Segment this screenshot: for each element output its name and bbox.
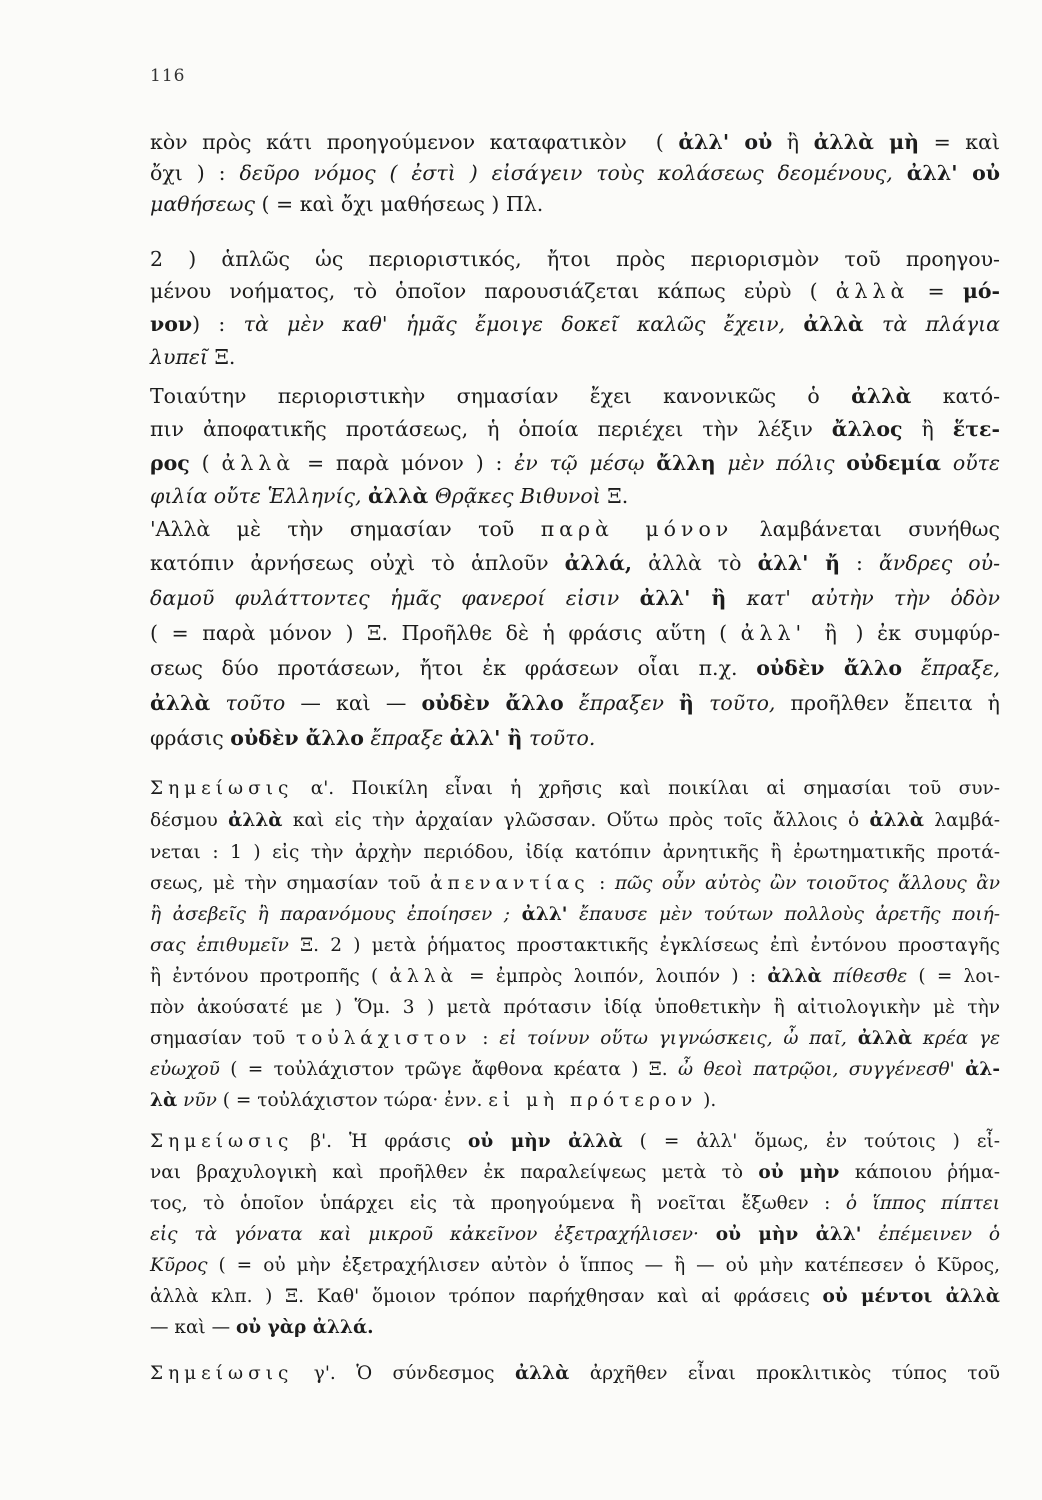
text-run: ( = οὐ μὴν ἐξετραχήλισεν αὐτὸν ὁ ἵππος — ἢ — οὐ μὴν κατέπεσεν ὁ Κῦρος, [207, 1255, 1000, 1276]
text-run: : [839, 551, 880, 575]
italic-quotation: νῦν [183, 1090, 217, 1111]
text-run [716, 451, 728, 475]
italic-quotation: τοῦτο, [709, 691, 776, 715]
italic-quotation: πίθεσθε [832, 966, 908, 987]
text-run: 'Αλλὰ μὲ τὴν σημασίαν τοῦ [150, 517, 541, 541]
bold-keyword: οὐδὲν ἄλλο [230, 726, 364, 750]
bold-keyword: ἀλ- [965, 1059, 1001, 1080]
text-run: ). [697, 1090, 717, 1111]
italic-quotation: ἐν τῷ μέσῳ [514, 451, 645, 475]
text-run: σεως, μὲ τὴν σημασίαν τοῦ [150, 873, 430, 894]
text-run: Ξ. [600, 484, 629, 508]
text-run: : [471, 1028, 500, 1049]
spaced-text: Σημείωσις [150, 1363, 294, 1384]
text-run: ( = τοὐλάχιστον τώρα· ἐνν. [216, 1090, 489, 1111]
spaced-text: εἰ μὴ πρότερον [488, 1090, 698, 1111]
bold-keyword: νον [150, 312, 193, 336]
text-run [694, 691, 709, 715]
spaced-text: ἀλλὰ [835, 279, 910, 303]
text-run: 2 ) ἁπλῶς ὡς περιοριστικός, ἤτοι πρὸς περιορισμὸν τοῦ προηγου- [150, 247, 1000, 271]
bold-keyword: οὐ μὴν [758, 1162, 840, 1183]
text-run: ἀλλὰ τὸ [632, 551, 758, 575]
text-run [210, 691, 225, 715]
italic-quotation: φιλία οὔτε Ἑλληνίς, [150, 484, 362, 508]
text-run [861, 1224, 878, 1245]
text-line [150, 132, 1000, 153]
text-line [150, 1061, 1000, 1080]
italic-quotation: ἔπραξεν [578, 691, 664, 715]
text-run: κατόπιν ἀρνήσεως οὐχὶ τὸ ἁπλοῦν [150, 551, 565, 575]
text-line [150, 453, 1000, 474]
text-run: γ'. Ὁ σύνδεσμος [293, 1363, 515, 1384]
text-run [941, 451, 953, 475]
text-run: ὄχι ) : [150, 161, 240, 185]
italic-quotation: Κῦρος [150, 1255, 208, 1276]
text-run: νεται : 1 ) εἰς τὴν ἀρχὴν περιόδου, ἰδίᾳ κατόπιν ἀρνητικῆς ἢ ἐρωτηματικῆς προτά- [150, 842, 1000, 863]
text-line [150, 347, 1000, 368]
spaced-text: τοὐλάχιστον [295, 1028, 472, 1049]
spaced-text: Σημείωσις [150, 1131, 294, 1152]
bold-keyword: ἀλλὰ [851, 384, 912, 408]
bold-keyword: ἕτε- [952, 417, 1000, 441]
text-run: σημασίαν τοῦ [150, 1028, 296, 1049]
text-run [564, 691, 579, 715]
text-run: ) : [192, 312, 244, 336]
text-line [150, 486, 1000, 507]
text-line [150, 163, 1000, 184]
text-run [510, 904, 522, 925]
text-run: τος, τὸ ὁποῖον ὑπάρχει εἰς τὰ προηγούμενα ἢ νοεῖται ἔξωθεν : [150, 1193, 846, 1214]
italic-quotation: μαθήσεως [150, 192, 255, 216]
text-run [864, 312, 882, 336]
text-line [150, 1164, 1000, 1183]
text-line [150, 281, 1000, 302]
text-line [150, 875, 1000, 894]
text-run [834, 451, 846, 475]
text-line [150, 1030, 1000, 1049]
italic-quotation: εὐωχοῦ [150, 1059, 220, 1080]
text-run: = [909, 279, 963, 303]
bold-keyword: ἀλλ' οὐ [678, 130, 773, 154]
text-line [150, 519, 1000, 540]
text-run: ( = ἀλλ' ὅμως, ἐν τούτοις ) εἶ- [622, 1131, 1000, 1152]
italic-quotation: ἄνδρες οὐ- [879, 551, 1000, 575]
text-run: κὸν πρὸς κάτι προηγούμενον καταφατικὸν ( [150, 130, 679, 154]
italic-quotation: μὲν πόλις [727, 451, 835, 475]
text-run [567, 904, 579, 925]
text-line [150, 1365, 1000, 1384]
bold-keyword: ἄλλος [831, 417, 903, 441]
text-run: ( = τοὐλάχιστον τρῶγε ἄφθονα κρέατα ) Ξ. [219, 1059, 679, 1080]
page-number: 116 [150, 66, 186, 86]
text-run: ( = καὶ ὄχι μαθήσεως ) Πλ. [254, 192, 544, 216]
bold-keyword: ἀλλ' οὐ [906, 161, 1000, 185]
text-line [150, 314, 1000, 335]
text-run: κάποιου ῥήμα- [839, 1162, 1000, 1183]
text-line [150, 386, 1000, 407]
text-line [150, 693, 1000, 714]
text-run [644, 451, 656, 475]
bold-keyword: ἀλλ' ἢ [639, 586, 727, 610]
text-line [150, 623, 1000, 644]
text-run [699, 1224, 716, 1245]
spaced-text: Σημείωσις [150, 778, 294, 799]
text-line [150, 844, 1000, 863]
text-run: — καὶ — [285, 691, 422, 715]
text-line [150, 1092, 1000, 1111]
text-line [150, 1133, 1000, 1152]
bold-keyword: οὐ μὴν ἀλλὰ [468, 1131, 623, 1152]
italic-quotation: ὁ ἵππος πίπτει [845, 1193, 1000, 1214]
italic-quotation: δαμοῦ φυλάττοντες ἡμᾶς φανεροί εἰσιν [150, 586, 620, 610]
italic-quotation: ὦ θεοὶ πατρῷοι, συγγένεσθ' [678, 1059, 955, 1080]
text-run: α'. Ποικίλη εἶναι ἡ χρῆσις καὶ ποικίλαι αἱ σημασίαι τοῦ συν- [293, 778, 1000, 799]
italic-quotation: τὰ πλάγια [882, 312, 1000, 336]
bold-keyword: ἄλλη [656, 451, 716, 475]
bold-keyword: ἢ [679, 691, 694, 715]
bold-keyword: ἀλλὰ [803, 312, 864, 336]
bold-keyword: οὐδεμία [846, 451, 942, 475]
text-run: φράσις [150, 726, 231, 750]
text-run: ἢ ἐντόνου προτροπῆς ( [150, 966, 390, 987]
bold-keyword: οὐδὲν ἄλλο [756, 656, 903, 680]
text-line [150, 1226, 1000, 1245]
italic-quotation: τοῦτο. [528, 726, 596, 750]
text-run: ) ἐκ συμφύρ- [841, 621, 1000, 645]
italic-quotation: λυπεῖ [150, 345, 208, 369]
italic-quotation: οὔτε [952, 451, 1001, 475]
text-run: Ξ. [207, 345, 236, 369]
text-run [822, 966, 833, 987]
text-line [150, 194, 1000, 215]
text-run [847, 1028, 858, 1049]
text-run: ἢ [772, 130, 814, 154]
bold-keyword: ἀλλ' [521, 904, 568, 925]
text-run [893, 161, 907, 185]
text-run: καὶ εἰς τὴν ἀρχαίαν γλῶσσαν. Οὕτω πρὸς τοῖς ἄλλοις ὁ [282, 810, 870, 831]
italic-quotation: κρέα γε [922, 1028, 1001, 1049]
text-run: = παρὰ μόνον ) : [295, 451, 515, 475]
bold-keyword: μό- [962, 279, 1000, 303]
bold-keyword: οὐ μὴν ἀλλ' [715, 1224, 862, 1245]
italic-quotation: Θρᾷκες Βιθυνοὶ [434, 484, 601, 508]
text-run: Ξ. 2 ) μετὰ ῥήματος προστακτικῆς ἐγκλίσεως ἐπὶ ἐντόνου προσταγῆς [288, 935, 1000, 956]
bold-keyword: ἀλλ' ἤ [757, 551, 840, 575]
text-run: πιν ἀποφατικῆς προτάσεως, ἡ ὁποία περιέχει τὴν λέξιν [150, 417, 832, 441]
text-run: πὸν ἀκούσατέ με ) Ὅμ. 3 ) μετὰ πρότασιν ἰδίᾳ ὑποθετικὴν ἢ αἰτιολογικὴν μὲ τὴν [150, 997, 1000, 1018]
bold-keyword: ἀλλὰ μὴ [813, 130, 920, 154]
text-line [150, 968, 1000, 987]
text-line [150, 937, 1000, 956]
bold-keyword: ἀλλ' ἢ [449, 726, 523, 750]
text-run: ἀλλὰ κλπ. ) Ξ. Καθ' ὅμοιον τρόπον παρήχθησαν καὶ αἱ φράσεις [150, 1286, 823, 1307]
text-run: — καὶ — [150, 1317, 236, 1338]
text-line [150, 419, 1000, 440]
text-run [912, 1028, 923, 1049]
text-line [150, 1257, 1000, 1276]
text-run [664, 691, 679, 715]
text-run: ναι βραχυλογικὴ καὶ προῆλθεν ἐκ παραλείψεως μετὰ τὸ [150, 1162, 759, 1183]
text-run [902, 656, 921, 680]
bold-keyword: λὰ [150, 1090, 178, 1111]
text-run: προῆλθεν ἔπειτα ἡ [775, 691, 1000, 715]
bold-keyword: οὐδὲν ἄλλο [421, 691, 564, 715]
bold-keyword: ἀλλὰ [869, 810, 924, 831]
spaced-text: ἀλλὰ [389, 966, 458, 987]
italic-quotation: ἐπέμεινεν ὁ [878, 1224, 1000, 1245]
bold-keyword: ἀλλὰ [857, 1028, 913, 1049]
text-line [150, 1195, 1000, 1214]
text-run: ( = παρὰ μόνον ) Ξ. Προῆλθε δὲ ἡ φράσις αὕτη ( [150, 621, 741, 645]
italic-quotation: ἔπραξε, [920, 656, 1000, 680]
text-run [619, 586, 639, 610]
spaced-text: παρὰ μόνον [540, 517, 734, 541]
text-run: λαμβάνεται συνήθως [733, 517, 1000, 541]
text-run: = ἐμπρὸς λοιπόν, λοιπόν ) : [457, 966, 768, 987]
text-line [150, 999, 1000, 1018]
bold-keyword: ἀλλὰ [150, 691, 211, 715]
bold-keyword: οὐ γὰρ ἀλλά. [235, 1317, 374, 1338]
bold-keyword: ἀλλὰ [228, 810, 283, 831]
italic-quotation: ἢ ἀσεβεῖς ἢ παρανόμους ἐποίησεν ; [150, 904, 511, 925]
text-run: ἀρχῆθεν εἶναι προκλιτικὸς τύπος τοῦ [569, 1363, 1000, 1384]
italic-quotation: τὰ μὲν καθ' ἡμᾶς ἔμοιγε δοκεῖ καλῶς ἔχειν, [243, 312, 786, 336]
bold-keyword: ἀλλὰ [368, 484, 429, 508]
bold-keyword: οὐ μέντοι ἀλλὰ [822, 1286, 1000, 1307]
text-line [150, 249, 1000, 270]
text-run: μένου νοήματος, τὸ ὁποῖον παρουσιάζεται κάπως εὐρὺ ( [150, 279, 836, 303]
italic-quotation: εἰ τοίνυν οὕτω γιγνώσκεις, ὦ παῖ, [499, 1028, 847, 1049]
italic-quotation: ἔπαυσε μὲν τούτων πολλοὺς ἀρετῆς ποιή- [579, 904, 1000, 925]
text-run: λαμβά- [923, 810, 1000, 831]
text-line [150, 728, 1000, 749]
text-run: ἢ [902, 417, 953, 441]
text-line [150, 1319, 1000, 1338]
text-run: σεως δύο προτάσεων, ἤτοι ἐκ φράσεων οἷαι π.χ. [150, 656, 757, 680]
text-run [955, 1059, 965, 1080]
italic-quotation: δεῦρο νόμος ( ἐστὶ ) εἰσάγειν τοὺς κολάσεως δεομένους, [239, 161, 893, 185]
text-line [150, 812, 1000, 831]
text-line [150, 658, 1000, 679]
text-run [785, 312, 803, 336]
bold-keyword: ρος [150, 451, 190, 475]
italic-quotation: πῶς οὖν αὐτὸς ὢν τοιοῦτος ἄλλους ἂν [614, 873, 1000, 894]
text-line [150, 780, 1000, 799]
text-run: β'. Ἡ φράσις [293, 1131, 468, 1152]
spaced-text: ἀλλ' ἢ [740, 621, 842, 645]
text-run: = καὶ [919, 130, 1000, 154]
text-line [150, 588, 1000, 609]
text-line [150, 1288, 1000, 1307]
text-run: ( [189, 451, 222, 475]
italic-quotation: εἰς τὰ γόνατα καὶ μικροῦ κἀκεῖνον ἐξετραχήλισεν· [150, 1224, 699, 1245]
text-run: δέσμου [150, 810, 229, 831]
italic-quotation: τοῦτο [225, 691, 286, 715]
italic-quotation: κατ' αὐτὴν τὴν ὁδὸν [746, 586, 1000, 610]
text-run: κατό- [911, 384, 1000, 408]
text-line [150, 906, 1000, 925]
italic-quotation: ἔπραξε [370, 726, 444, 750]
italic-quotation: σας ἐπιθυμεῖν [150, 935, 289, 956]
bold-keyword: ἀλλὰ [767, 966, 822, 987]
text-run [726, 586, 746, 610]
bold-keyword: ἀλλά, [564, 551, 633, 575]
text-line [150, 553, 1000, 574]
text-run: Τοιαύτην περιοριστικὴν σημασίαν ἔχει κανονικῶς ὁ [150, 384, 852, 408]
text-run: : [589, 873, 615, 894]
spaced-text: ἀπεναντίας [430, 873, 590, 894]
bold-keyword: ἀλλὰ [514, 1363, 570, 1384]
text-run: ( = λοι- [907, 966, 1000, 987]
spaced-text: ἀλλὰ [221, 451, 296, 475]
